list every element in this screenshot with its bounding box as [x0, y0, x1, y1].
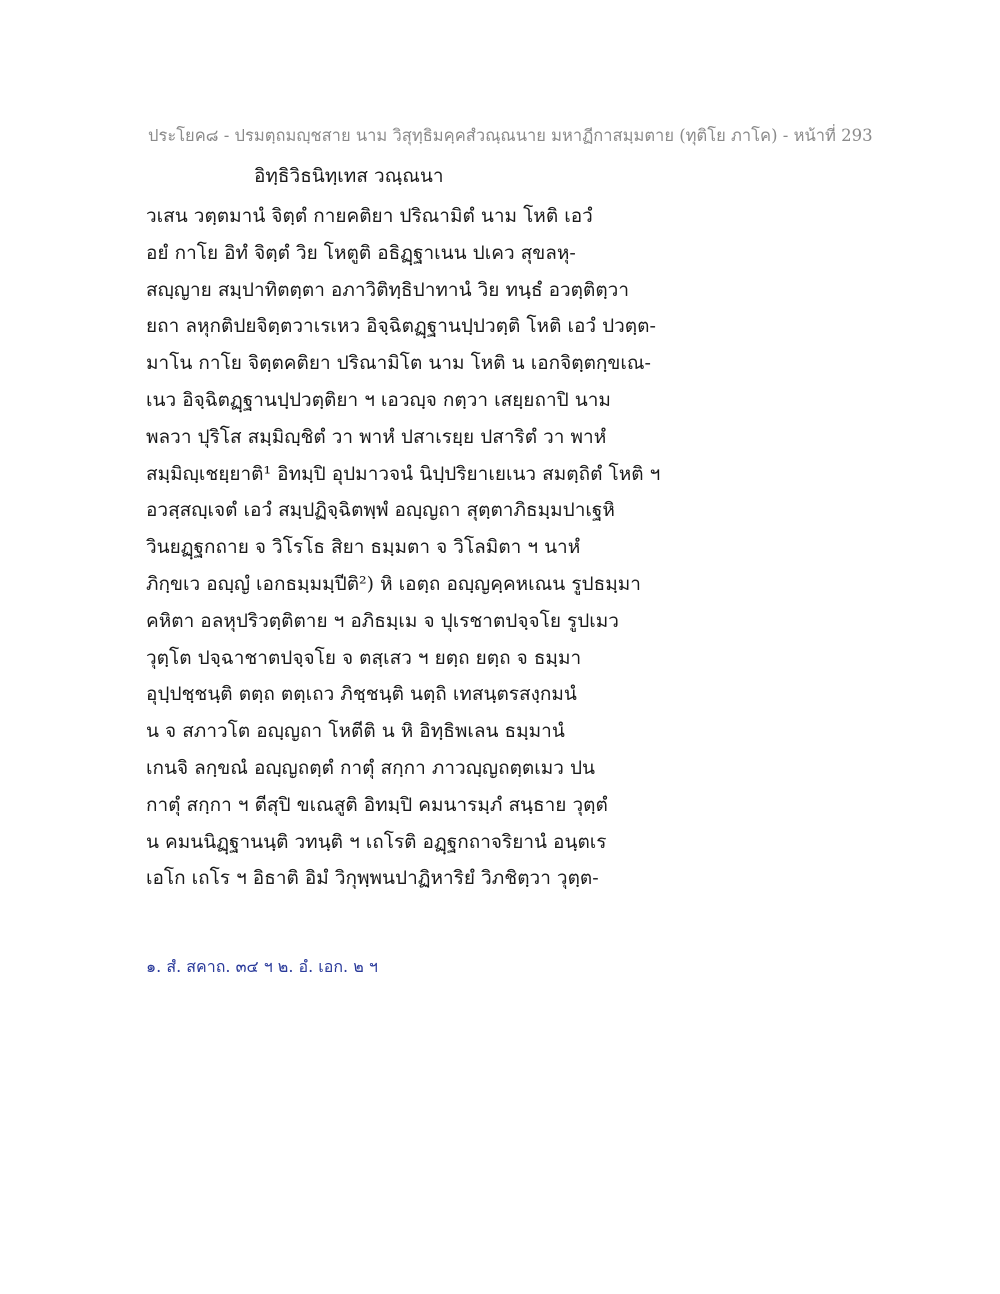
body-line: สมฺมิญฺเชยฺยาติ¹ อิทมฺปิ อุปมาวจนํ นิปฺปริยาเยเนว สมตฺถิตํ โหติ ฯ	[146, 462, 661, 485]
body-line: คหิตา อลหุปริวตฺติตาย ฯ อภิธมฺเม จ ปุเรชาตปจฺจโย รูปเมว	[146, 609, 619, 632]
body-line: เกนจิ ลกฺขณํ อญฺญถตฺตํ กาตุํ สกฺกา ภาวญฺญถตฺตเมว ปน	[146, 756, 596, 779]
body-line: กาตุํ สกฺกา ฯ ตีสุปิ ขเณสูติ อิทมฺปิ คมนารมฺภํ สนฺธาย วุตฺตํ	[146, 793, 608, 816]
body-line: ภิกฺขเว อญฺญํ เอกธมฺมมฺปีติ²) หิ เอตฺถ อญฺญคฺคหเณน รูปธมฺมา	[146, 572, 641, 595]
body-line: มาโน กาโย จิตฺตคติยา ปริณามิโต นาม โหติ น เอกจิตฺตกฺขเณ-	[146, 352, 651, 375]
body-line: อุปฺปชฺชนฺติ ตตฺถ ตตฺเถว ภิชฺชนฺติ นตฺถิ เทสนฺตรสงฺกมนํ	[146, 683, 577, 706]
body-text	[146, 198, 706, 897]
body-line: อยํ กาโย อิทํ จิตฺตํ วิย โหตูติ อธิฏฺฐาเนน ปเคว สุขลหุ-	[146, 241, 576, 264]
section-title: อิทฺธิวิธนิทฺเทส วณฺณนา	[254, 165, 444, 187]
body-line: น จ สภาวโต อญฺญถา โหตีติ น หิ อิทฺธิพเลน ธมฺมานํ	[146, 720, 565, 743]
body-line: ยถา ลหุกติปยจิตฺตวาเรเหว อิจฺฉิตฏฺฐานปฺปวตฺติ โหติ เอวํ ปวตฺต-	[146, 315, 656, 338]
body-line: สญฺญาย สมฺปาทิตตฺตา อภาวิติทฺธิปาทานํ วิย ทนฺธํ อวตฺติตฺวา	[146, 278, 630, 301]
body-line: อวสฺสญฺเจตํ เอวํ สมฺปฏิจฺฉิตพฺพํ อญฺญถา สุตฺตาภิธมฺมปาเฐหิ	[146, 499, 615, 522]
body-line: เอโก เถโร ฯ อิธาติ อิมํ วิกุพฺพนปาฏิหาริยํ วิภชิตฺวา วุตฺต-	[146, 867, 599, 890]
body-line: วเสน วตฺตมานํ จิตฺตํ กายคติยา ปริณามิตํ นาม โหติ เอวํ	[146, 205, 593, 227]
body-line: วินยฏฺฐกถาย จ วิโรโธ สิยา ธมฺมตา จ วิโลมิตา ฯ นาหํ	[146, 536, 581, 559]
body-line: เนว อิจฺฉิตฏฺฐานปฺปวตฺติยา ฯ เอวญฺจ กตฺวา เสยฺยถาปิ นาม	[146, 388, 611, 411]
body-line: น คมนนิฏฺฐานนฺติ วทนฺติ ฯ เถโรติ อฏฺฐกถาจริยานํ อนฺตเร	[146, 830, 607, 853]
body-line: พลวา ปุริโส สมฺมิญฺชิตํ วา พาหํ ปสาเรยฺย ปสาริตํ วา พาหํ	[146, 425, 607, 448]
body-line: วุตฺโต ปจฺฉาชาตปจฺจโย จ ตสฺเสว ฯ ยตฺถ ยตฺถ จ ธมฺมา	[146, 646, 582, 669]
page-header: ประโยค๘ - ปรมตฺถมญฺชสาย นาม วิสุทฺธิมคฺคสํวณฺณนาย มหาฏีกาสมฺมตาย (ทุติโย ภาโค) - หน้าที่ 293	[148, 126, 873, 145]
footnote: ๑. สํ. สคาถ. ๓๔ ฯ ๒. อํ. เอก. ๒ ฯ	[146, 957, 378, 976]
